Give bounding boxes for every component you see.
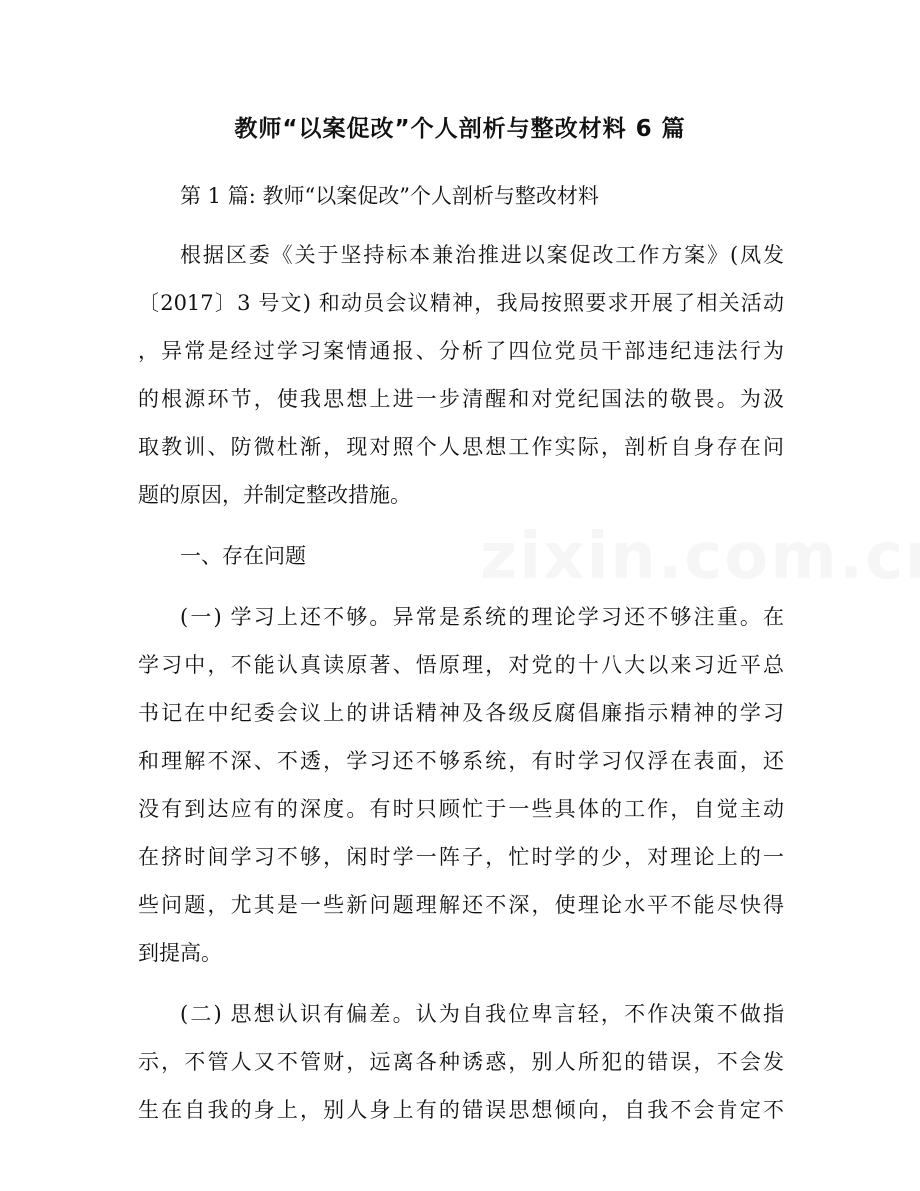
item1-line-6: 在挤时间学习不够，闲时学一阵子，忙时学的少，对理论上的一 <box>138 845 784 869</box>
item1-line-1: (一) 学习上还不够。异常是系统的理论学习还不够注重。在 <box>180 605 784 629</box>
section-heading-problems: 一、存在问题 <box>180 544 306 568</box>
document-title: 教师“以案促改”个人剖析与整改材料 6 篇 <box>234 116 686 142</box>
item2-line-3: 生在自我的身上，别人身上有的错误思想倾向，自我不会肯定不 <box>138 1098 784 1122</box>
item1-line-2: 学习中，不能认真读原著、悟原理，对党的十八大以来习近平总 <box>138 653 784 677</box>
intro-line-3: ，异常是经过学习案情通报、分析了四位党员干部违纪违法行为 <box>138 339 784 363</box>
item2-line-1: (二) 思想认识有偏差。认为自我位卑言轻，不作决策不做指 <box>180 1002 784 1026</box>
item1-line-7: 些问题，尤其是一些新问题理解还不深，使理论水平不能尽快得 <box>138 893 784 917</box>
subtitle: 第 1 篇: 教师“以案促改”个人剖析与整改材料 <box>180 184 599 208</box>
item1-line-8: 到提高。 <box>138 941 222 965</box>
item2-line-2: 示，不管人又不管财，远离各种诱惑，别人所犯的错误，不会发 <box>138 1050 784 1074</box>
item1-line-3: 书记在中纪委会议上的讲话精神及各级反腐倡廉指示精神的学习 <box>138 701 784 725</box>
item1-line-4: 和理解不深、不透，学习还不够系统，有时学习仅浮在表面，还 <box>138 749 784 773</box>
intro-line-5: 取教训、防微杜渐，现对照个人思想工作实际，剖析自身存在问 <box>138 435 784 459</box>
intro-line-2: 〔2017〕3 号文) 和动员会议精神，我局按照要求开展了相关活动 <box>138 291 784 315</box>
intro-line-4: 的根源环节，使我思想上进一步清醒和对党纪国法的敬畏。为汲 <box>138 387 784 411</box>
intro-line-1: 根据区委《关于坚持标本兼治推进以案促改工作方案》(凤发 <box>180 243 784 267</box>
intro-line-6: 题的原因，并制定整改措施。 <box>138 483 411 507</box>
item1-line-5: 没有到达应有的深度。有时只顾忙于一些具体的工作，自觉主动 <box>138 797 784 821</box>
